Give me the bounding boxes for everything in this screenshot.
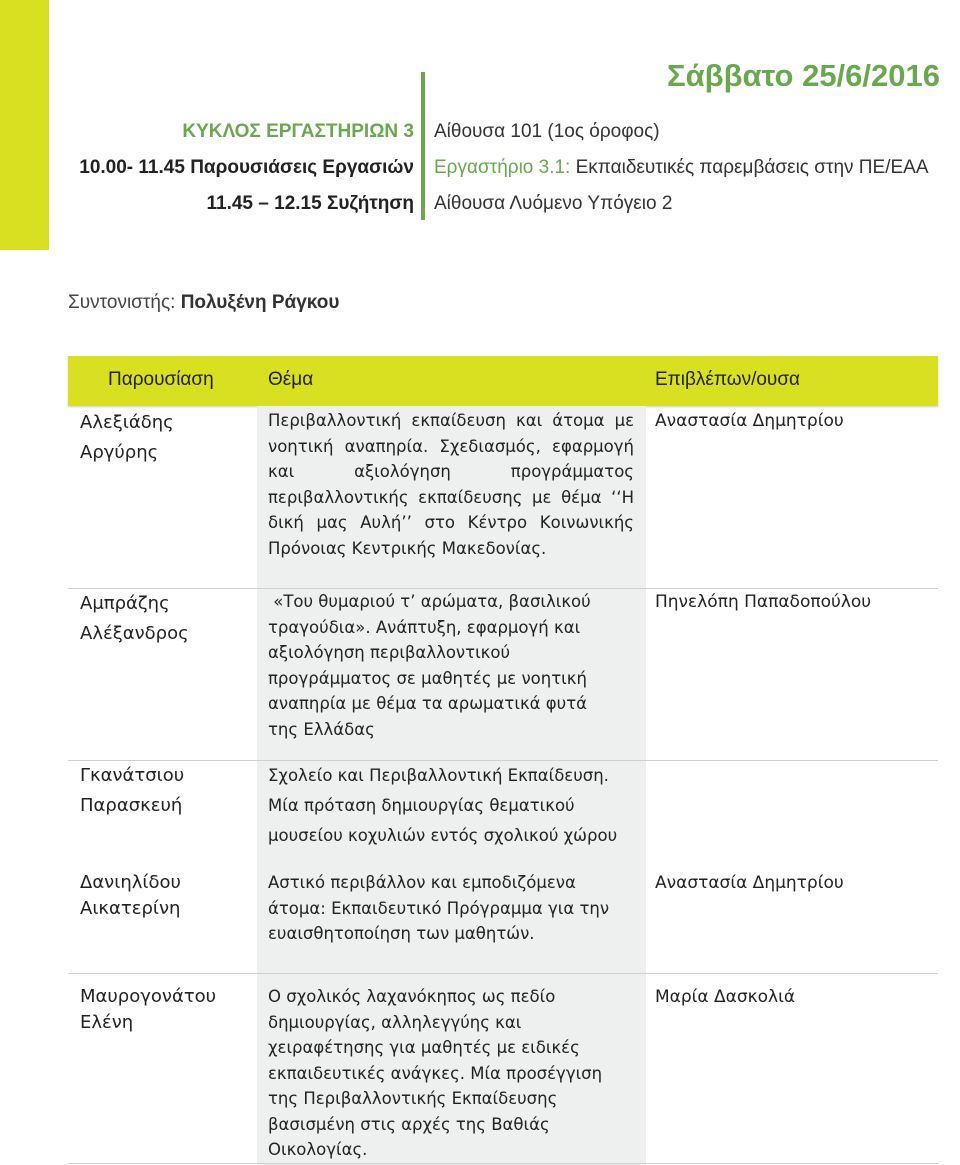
topic-line: δημιουργίας, αλληλεγγύης και [268, 1012, 522, 1032]
presenter-firstname: Αικατερίνη [80, 898, 181, 919]
vertical-divider [421, 72, 425, 220]
presenter-surname: Δανιηλίδου [80, 872, 181, 893]
time-slot-presentations: 10.00- 11.45 Παρουσιάσεις Εργασιών [79, 157, 414, 178]
topic-line: Σχολείο και Περιβαλλοντική Εκπαίδευση. [268, 766, 609, 785]
table-row [68, 589, 938, 759]
topic-line: Μία πρόταση δημιουργίας θεματικού [268, 796, 575, 815]
table-header [68, 356, 938, 406]
presenter-firstname: Παρασκευή [80, 795, 183, 816]
topic-line: χειραφέτησης για μαθητές με ειδικές [268, 1038, 580, 1057]
room-info [434, 114, 929, 222]
row-divider [68, 973, 938, 974]
room-secondary: Αίθουσα Λυόμενο Υπόγειο 2 [434, 193, 673, 214]
topic-line: εκπαιδευτικές ανάγκες. Μία προσέγγιση [268, 1063, 603, 1083]
topic-line: Ο σχολικός λαχανόκηπος ως πεδίο [268, 987, 556, 1006]
workshop-line [434, 150, 929, 186]
event-date: Σάββατο 25/6/2016 [667, 58, 940, 93]
presenter-firstname: Αλέξανδρος [80, 623, 189, 644]
presenter-firstname: Αργύρης [80, 442, 159, 463]
topic-cell [268, 589, 634, 742]
presenter-cell [80, 984, 216, 1036]
table-row [68, 870, 938, 970]
table-row [68, 984, 938, 1164]
topic-line: αξιολόγηση περιβαλλοντικού [268, 643, 511, 662]
topic-cell [268, 984, 634, 1163]
topic-cell [268, 870, 634, 947]
supervisor-cell: Πηνελόπη Παπαδοπούλου [655, 592, 872, 612]
yellow-accent-bar [0, 0, 49, 250]
presenter-cell [80, 761, 184, 821]
workshop-prefix: Εργαστήριο 3.1: [434, 157, 571, 178]
room-primary: Αίθουσα 101 (1ος όροφος) [434, 121, 660, 142]
presenter-cell [80, 589, 189, 649]
presenter-surname: Μαυρογονάτου [80, 986, 217, 1007]
table-row [68, 761, 938, 861]
presenter-surname: Αμπράζης [80, 593, 170, 614]
presenter-surname: Γκανάτσιου [80, 765, 185, 786]
topic-line: τραγούδια». Ανάπτυξη, εφαρμογή και [268, 617, 581, 637]
table-row [68, 408, 938, 583]
topic-cell [268, 761, 634, 851]
presenter-surname: Αλεξιάδης [80, 412, 174, 433]
topic-line: «Του θυμαριού τ’ αρώματα, βασιλικού [268, 592, 591, 611]
topic-line: μουσείου κοχυλιών εντός σχολικού χώρου [268, 826, 618, 845]
topic-line: ευαισθητοποίηση των μαθητών. [268, 924, 535, 943]
topic-line: της Περιβαλλοντικής Εκπαίδευσης [268, 1089, 558, 1108]
column-header-presentation: Παρουσίαση [108, 369, 214, 390]
topic-line: αναπηρία με θέμα τα αρωματικά φυτά [268, 694, 588, 713]
column-header-topic: Θέμα [268, 369, 314, 390]
session-info [79, 114, 414, 222]
topic-line: άτομα: Εκπαιδευτικό Πρόγραμμα για την [268, 898, 610, 918]
row-divider [68, 1163, 938, 1164]
topic-line: Οικολογίας. [268, 1140, 368, 1159]
presenter-cell [80, 870, 181, 922]
presenter-firstname: Ελένη [80, 1012, 134, 1033]
supervisor-cell: Αναστασία Δημητρίου [655, 411, 844, 431]
workshop-title: Εκπαιδευτικές παρεμβάσεις στην ΠΕ/ΕΑΑ [570, 157, 929, 178]
topic-cell: Περιβαλλοντική εκπαίδευση και άτομα με νοητική αναπηρία. Σχεδιασμός, εφαρμογή και αξιολόγηση προγράμματος περιβαλλοντικής εκπαίδευσης με θέμα ‘‘Η δική μας Αυλή’’ στο Κέντρο Κοινωνικής Πρόνοιας Κεντρικής Μακεδονίας. [268, 411, 634, 558]
coordinator [68, 292, 339, 314]
column-header-supervisor: Επιβλέπων/ουσα [655, 369, 801, 390]
coordinator-name: Πολυξένη Ράγκου [180, 292, 340, 313]
presenter-cell [80, 408, 174, 468]
topic-line: της Ελλάδας [268, 719, 375, 739]
topic-line: βασισμένη στις αρχές της Βαθιάς [268, 1114, 550, 1134]
topic-line: προγράμματος σε μαθητές με νοητική [268, 668, 587, 688]
time-slot-discussion: 11.45 – 12.15 Συζήτηση [206, 193, 414, 214]
supervisor-cell: Αναστασία Δημητρίου [655, 873, 844, 893]
coordinator-label: Συντονιστής: [68, 292, 181, 313]
topic-line: Αστικό περιβάλλον και εμποδιζόμενα [268, 873, 576, 892]
supervisor-cell: Μαρία Δασκολιά [655, 987, 796, 1007]
workshop-cycle: ΚΥΚΛΟΣ ΕΡΓΑΣΤΗΡΙΩΝ 3 [182, 121, 414, 142]
